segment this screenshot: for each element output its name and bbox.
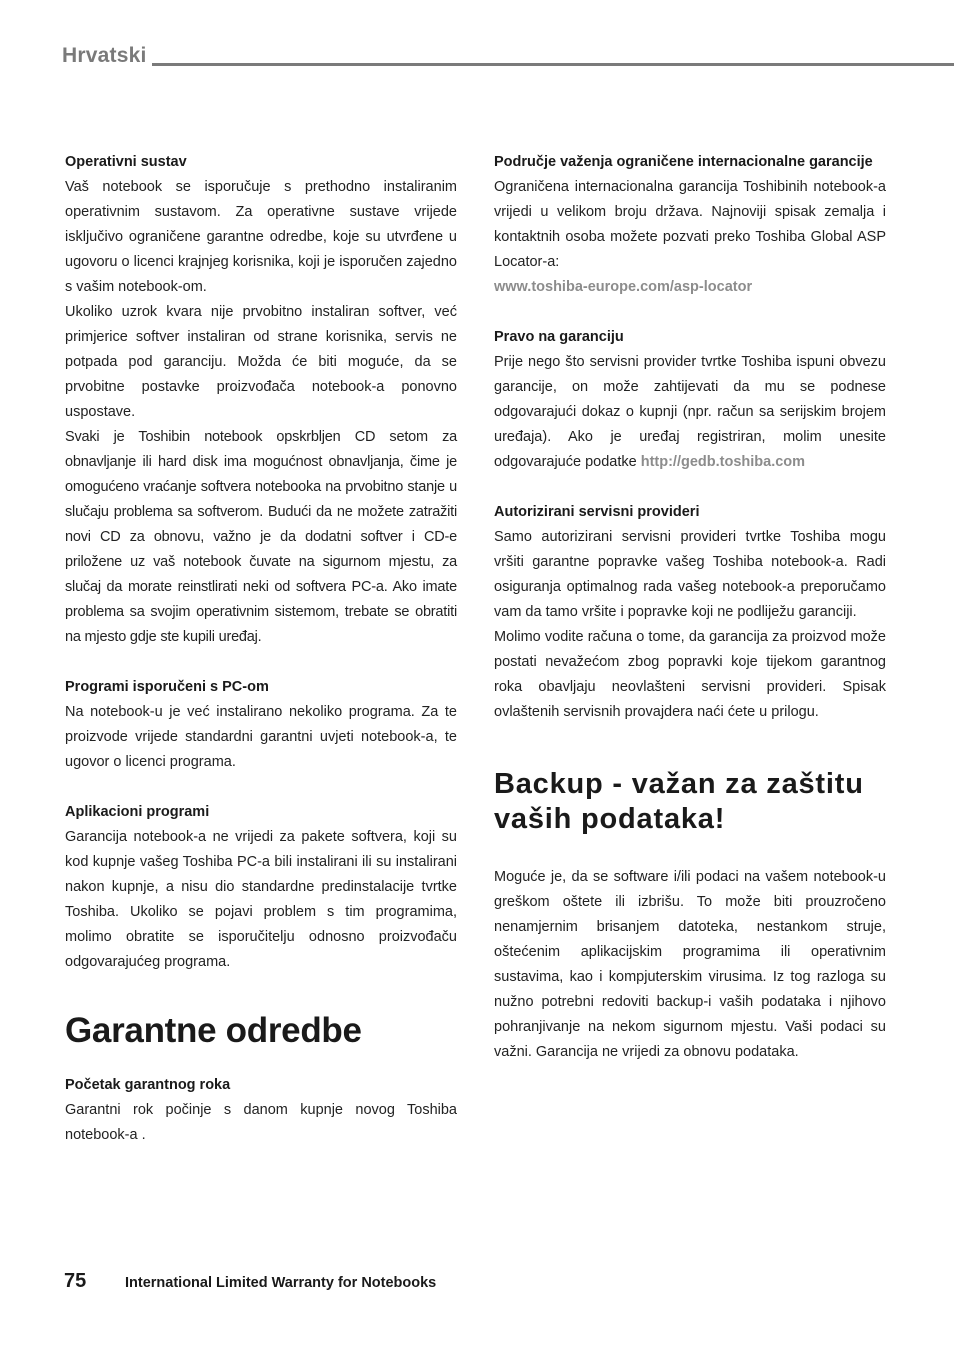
language-label: Hrvatski [62, 44, 147, 67]
page-footer [64, 1270, 436, 1293]
section-backup [494, 865, 886, 1065]
right-column [494, 150, 886, 1065]
section-autorizirani [494, 500, 886, 725]
section-title: Područje važenja ograničene internacionalne garancije [494, 154, 873, 170]
header-rule [152, 63, 954, 66]
paragraph: Vaš notebook se isporučuje s prethodno instaliranim operativnim sustavom. Za operativne sustave vrijede isključivo ograničene garantne odredbe, koje su utvrđene u ugovoru o licenci krajnjeg korisnika, koji je isporučen zajedno s vašim notebook-om. [65, 179, 457, 295]
paragraph: Prije nego što servisni provider tvrtke Toshiba ispuni obvezu garancije, on može zahtijevati da mu se podnese odgovarajući dokaz o kupnji (npr. račun sa serijskim brojem uređaja). Ako je uređaj registriran, molim unesite odgovarajuće podatke [494, 354, 886, 470]
section-podrucje [494, 150, 886, 300]
footer-title: International Limited Warranty for Notebooks [125, 1275, 437, 1291]
section-title: Pravo na garanciju [494, 329, 624, 345]
paragraph: Ukoliko uzrok kvara nije prvobitno instaliran softver, već primjerice softver instaliran od strane korisnika, servis ne potpada pod garanciju. Možda će biti moguće, da se prvobitne postavke proizvođača notebook-a ponovno uspostave. [65, 304, 457, 420]
section-operativni-sustav [65, 150, 457, 650]
section-pocetak [65, 1073, 457, 1148]
section-programi [65, 675, 457, 775]
section-aplikacioni [65, 800, 457, 975]
heading-garantne-odredbe: Garantne odredbe [65, 1011, 362, 1050]
section-title: Autorizirani servisni provideri [494, 504, 700, 520]
paragraph: Moguće je, da se software i/ili podaci na vašem notebook-u greškom oštete ili izbrišu. To može biti prouzročeno nenamjernim brisanjem datoteka, nestankom struje, oštećenim aplikacijskim programima ili operativnim sustavima, kao i kompjuterskim virusima. Iz tog razloga su nužno potrebni redoviti backup-i vaših podataka i njihovo pohranjivanje na nekom sigurnom mjestu. Vaši podaci su važni. Garancija ne vrijedi za obnovu podataka. [494, 869, 886, 1060]
section-title: Početak garantnog roka [65, 1077, 231, 1093]
section-title: Operativni sustav [65, 154, 187, 170]
paragraph: Ograničena internacionalna garancija Toshibinih notebook-a vrijedi u velikom broju država. Najnoviji spisak zemalja i kontaktnih osoba možete pozvati preko Toshiba Global ASP Locator-a: [494, 179, 886, 270]
page-number: 75 [64, 1270, 87, 1292]
paragraph: Molimo vodite računa o tome, da garancija za proizvod može postati nevažećom zbog popravki koje tijekom garantnog roka obavljaju neovlašteni servisni provideri. Spisak ovlaštenih servisnih provajdera naći ćete u prilogu. [494, 629, 886, 720]
section-title: Aplikacioni programi [65, 804, 210, 820]
left-column [65, 150, 457, 1148]
page-header [62, 44, 954, 68]
gedb-link[interactable]: http://gedb.toshiba.com [640, 454, 806, 470]
asp-locator-link[interactable]: www.toshiba-europe.com/asp-locator [494, 279, 753, 295]
heading-backup: Backup - važan za zaštitu vaših podataka! [494, 768, 864, 835]
paragraph: Garancija notebook-a ne vrijedi za pakete softvera, koji su kod kupnje vašeg Toshiba PC-a bili instalirani ili su instalirani nakon kupnje, a nisu dio standardne predinstalacije tvrtke Toshiba. Ukoliko se pojavi problem s tim programima, molimo obratite se isporučitelju odnosno proizvođaču odgovarajućeg programa. [65, 829, 457, 970]
paragraph: Garantni rok počinje s danom kupnje novog Toshiba notebook-a . [65, 1102, 457, 1143]
paragraph: Svaki je Toshibin notebook opskrbljen CD setom za obnavljanje ili hard disk ima mogućnost obnavljanja, čime je omogućeno vraćanje softvera notebooka na prvobitno stanje u slučaju problema sa softverom. Budući da ne možete zatražiti novi CD za obnovu, važno je da dodatni softver i CD-e priložene uz vaš notebook čuvate na sigurnom mjestu, za slučaj da morate reinstlirati neki od softvera PC-a. Ako imate problema sa svojim operativnim sistemom, trebate se obratiti na mjesto gdje ste kupili uređaj. [65, 429, 457, 645]
section-title: Programi isporučeni s PC-om [65, 679, 269, 695]
paragraph: Na notebook-u je već instalirano nekoliko programa. Za te proizvode vrijede standardni garantni uvjeti notebook-a, te ugovor o licenci programa. [65, 704, 457, 770]
section-pravo [494, 325, 886, 475]
paragraph: Samo autorizirani servisni provideri tvrtke Toshiba mogu vršiti garantne popravke vašeg Toshiba notebook-a. Radi osiguranja optimalnog rada vašeg notebook-a preporučamo vam da tamo vršite i popravke koji ne podliježu garanciji. [494, 529, 886, 620]
